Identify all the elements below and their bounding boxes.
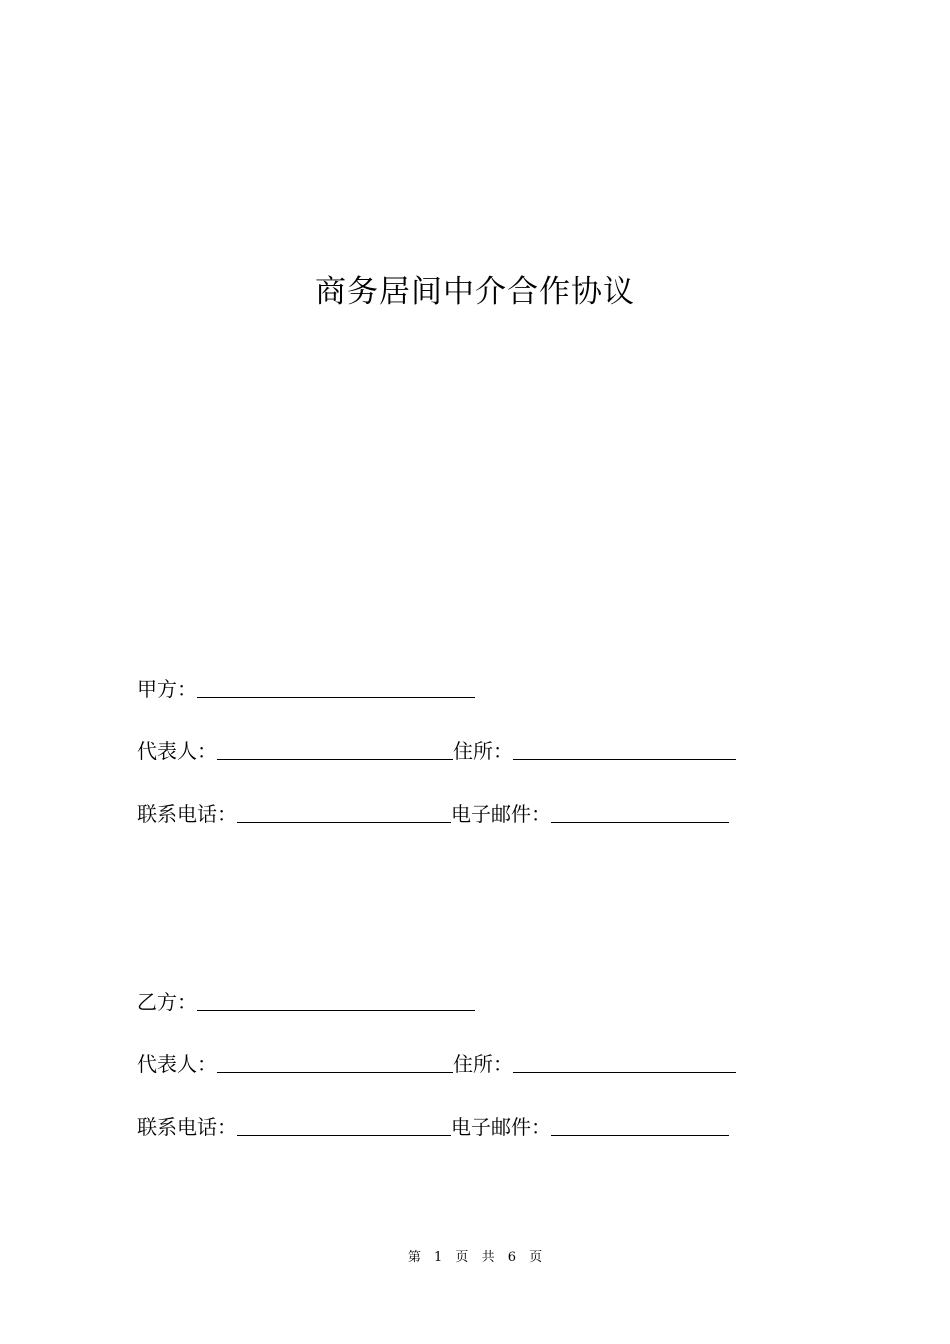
party-b-rep-row (137, 1047, 736, 1077)
party-b-name-blank[interactable] (197, 988, 475, 1011)
party-b-contact-row (137, 1110, 729, 1140)
party-b-phone-label: 联系电话： (137, 1115, 237, 1139)
party-b-name-label: 乙方： (137, 990, 197, 1014)
party-b-name-row (137, 985, 475, 1015)
party-b-rep-blank[interactable] (217, 1050, 453, 1073)
footer-prefix: 第 (407, 1250, 421, 1265)
party-a-address-blank[interactable] (513, 737, 736, 760)
party-b-address-blank[interactable] (513, 1050, 736, 1073)
footer-total-pages: 6 (507, 1250, 516, 1265)
party-a-phone-blank[interactable] (237, 800, 451, 823)
party-a-name-label: 甲方： (137, 677, 197, 701)
party-b-email-blank[interactable] (551, 1113, 729, 1136)
party-b-phone-blank[interactable] (237, 1113, 451, 1136)
party-a-rep-label: 代表人： (137, 739, 217, 763)
footer-total-word: 共 (481, 1250, 495, 1265)
party-a-email-label: 电子邮件： (451, 802, 551, 826)
party-b-rep-label: 代表人： (137, 1052, 217, 1076)
party-a-email-blank[interactable] (551, 800, 729, 823)
party-a-name-blank[interactable] (197, 675, 475, 698)
party-a-address-label: 住所： (453, 739, 513, 763)
party-b-address-label: 住所： (453, 1052, 513, 1076)
party-a-rep-row (137, 734, 736, 764)
document-title: 商务居间中介合作协议 (315, 274, 635, 310)
footer-current-page: 1 (433, 1250, 443, 1265)
footer-suffix: 页 (529, 1250, 543, 1265)
party-a-contact-row (137, 797, 729, 827)
party-a-phone-label: 联系电话： (137, 802, 237, 826)
party-a-rep-blank[interactable] (217, 737, 453, 760)
party-a-name-row (137, 672, 475, 702)
page-footer (0, 1246, 950, 1265)
footer-page-word: 页 (455, 1250, 469, 1265)
party-b-email-label: 电子邮件： (451, 1115, 551, 1139)
